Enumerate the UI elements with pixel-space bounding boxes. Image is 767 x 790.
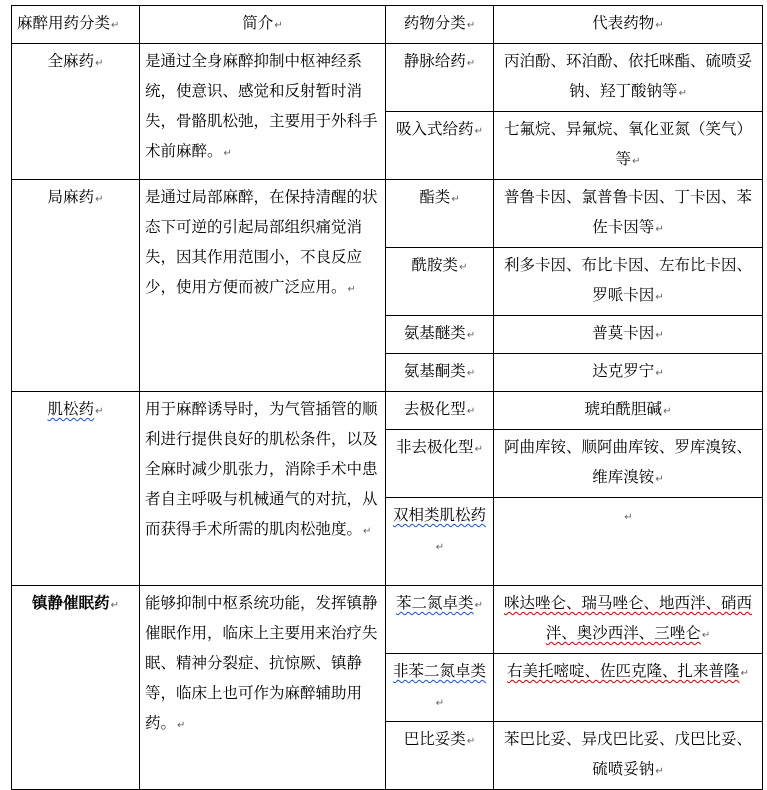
drugs-cell: 丙泊酚、环泊酚、依托咪酯、硫喷妥钠、羟丁酸钠等↵ <box>494 44 763 112</box>
drugs-cell: 达克罗宁↵ <box>494 354 763 392</box>
subclass-cell: 氨基酮类↵ <box>386 354 494 392</box>
header-subclass: 药物分类↵ <box>386 6 494 44</box>
table-row <box>12 392 763 430</box>
drugs-cell: 七氟烷、异氟烷、氧化亚氮（笑气）等↵ <box>494 112 763 180</box>
subclass-cell: 酰胺类↵ <box>386 248 494 316</box>
header-drugs: 代表药物↵ <box>494 6 763 44</box>
header-intro: 简介↵ <box>140 6 386 44</box>
anesthesia-drug-table <box>11 5 763 790</box>
intro-cell: 是通过全身麻醉抑制中枢神经系统，使意识、感觉和反射暂时消失，骨骼肌松弛，主要用于外科手术前麻醉。↵ <box>140 44 386 180</box>
subclass-cell: 巴比妥类↵ <box>386 722 494 790</box>
intro-cell: 能够抑制中枢系统功能，发挥镇静催眠作用，临床上主要用来治疗失眠、精神分裂症、抗惊厥、镇静等，临床上也可作为麻醉辅助用药。↵ <box>140 586 386 790</box>
subclass-cell: 去极化型↵ <box>386 392 494 430</box>
drugs-cell: 阿曲库铵、顺阿曲库铵、罗库溴铵、维库溴铵↵ <box>494 430 763 498</box>
drugs-cell: 右美托嘧啶、佐匹克隆、扎来普隆↵ <box>494 654 763 722</box>
category-cell: 肌松药↵ <box>12 392 140 586</box>
category-cell: 局麻药↵ <box>12 180 140 392</box>
intro-cell: 是通过局部麻醉，在保持清醒的状态下可逆的引起局部组织痛觉消失，因其作用范围小，不良反应少，使用方便而被广泛应用。↵ <box>140 180 386 392</box>
subclass-cell: 非去极化型↵ <box>386 430 494 498</box>
category-cell: 镇静催眠药↵ <box>12 586 140 790</box>
intro-cell: 用于麻醉诱导时，为气管插管的顺利进行提供良好的肌松条件，以及全麻时减少肌张力，消除手术中患者自主呼吸与机械通气的对抗，从而获得手术所需的肌肉松弛度。↵ <box>140 392 386 586</box>
table-row <box>12 586 763 654</box>
drugs-cell: 琥珀酰胆碱↵ <box>494 392 763 430</box>
drugs-cell: 利多卡因、布比卡因、左布比卡因、罗哌卡因↵ <box>494 248 763 316</box>
table-header-row <box>12 6 763 44</box>
subclass-cell: 酯类↵ <box>386 180 494 248</box>
subclass-cell: 静脉给药↵ <box>386 44 494 112</box>
header-category: 麻醉用药分类↵ <box>12 6 140 44</box>
category-cell: 全麻药↵ <box>12 44 140 180</box>
subclass-cell: 氨基醚类↵ <box>386 316 494 354</box>
table-row <box>12 180 763 248</box>
drugs-cell: 苯巴比妥、异戊巴比妥、戊巴比妥、硫喷妥钠↵ <box>494 722 763 790</box>
drugs-cell: 普鲁卡因、氯普鲁卡因、丁卡因、苯佐卡因等↵ <box>494 180 763 248</box>
drugs-cell: 普莫卡因↵ <box>494 316 763 354</box>
subclass-cell: 苯二氮卓类↵ <box>386 586 494 654</box>
subclass-cell: 双相类肌松药↵ <box>386 498 494 586</box>
drugs-cell: 咪达唑仑、瑞马唑仑、地西泮、硝西泮、奥沙西泮、三唑仑↵ <box>494 586 763 654</box>
drugs-cell-empty: ↵ <box>494 498 763 586</box>
subclass-cell: 吸入式给药↵ <box>386 112 494 180</box>
subclass-cell: 非苯二氮卓类↵ <box>386 654 494 722</box>
table-row <box>12 44 763 112</box>
